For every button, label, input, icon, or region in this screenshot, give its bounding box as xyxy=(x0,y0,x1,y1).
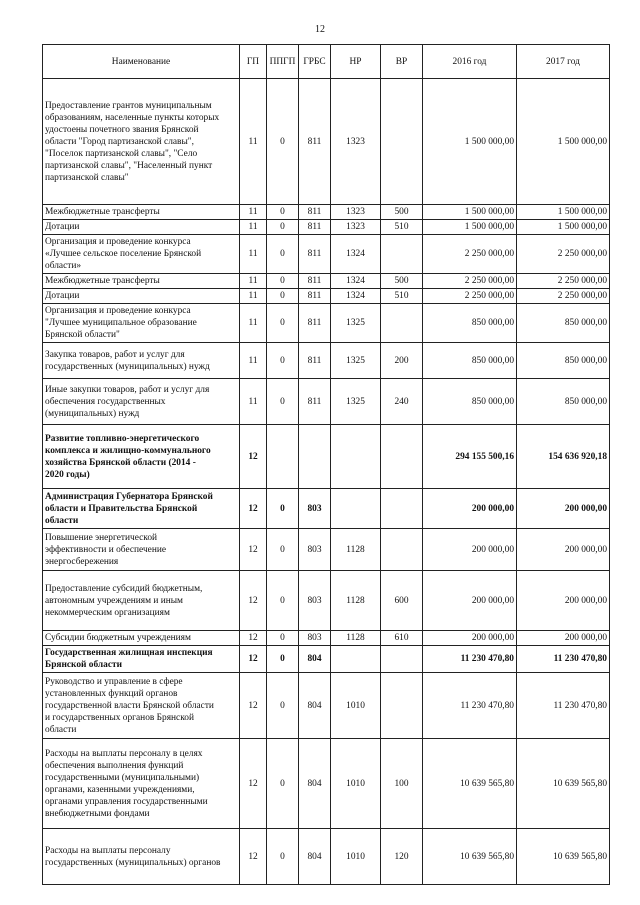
cell-y2017: 11 230 470,80 xyxy=(517,646,610,673)
cell-grbs: 811 xyxy=(299,235,331,274)
cell-grbs: 811 xyxy=(299,79,331,205)
cell-vr xyxy=(381,489,423,529)
cell-name: Иные закупки товаров, работ и услуг для обеспечения государственных (муниципальных) нужд xyxy=(43,379,240,425)
cell-vr xyxy=(381,304,423,343)
table-row xyxy=(43,829,610,885)
cell-y2017: 10 639 565,80 xyxy=(517,829,610,885)
table-row xyxy=(43,205,610,220)
cell-ppgp: 0 xyxy=(267,220,299,235)
col-header-name: Наименование xyxy=(43,45,240,79)
cell-grbs: 804 xyxy=(299,673,331,739)
cell-gp: 11 xyxy=(240,379,267,425)
cell-grbs: 803 xyxy=(299,631,331,646)
page-number: 12 xyxy=(315,24,325,35)
cell-y2017: 200 000,00 xyxy=(517,631,610,646)
col-header-grbs: ГРБС xyxy=(299,45,331,79)
cell-gp: 11 xyxy=(240,274,267,289)
cell-nr: 1323 xyxy=(331,79,381,205)
col-header-ppgp: ППГП xyxy=(267,45,299,79)
cell-ppgp: 0 xyxy=(267,571,299,631)
cell-ppgp: 0 xyxy=(267,343,299,379)
cell-vr: 600 xyxy=(381,571,423,631)
cell-gp: 12 xyxy=(240,489,267,529)
cell-nr: 1010 xyxy=(331,739,381,829)
cell-grbs: 811 xyxy=(299,379,331,425)
table-row xyxy=(43,343,610,379)
table-body xyxy=(43,79,610,885)
cell-y2016: 10 639 565,80 xyxy=(423,829,517,885)
cell-grbs: 811 xyxy=(299,274,331,289)
cell-ppgp: 0 xyxy=(267,489,299,529)
cell-name: Дотации xyxy=(43,220,240,235)
cell-y2016: 11 230 470,80 xyxy=(423,646,517,673)
col-header-vr: ВР xyxy=(381,45,423,79)
table-row xyxy=(43,235,610,274)
cell-y2017: 2 250 000,00 xyxy=(517,235,610,274)
cell-ppgp: 0 xyxy=(267,529,299,571)
cell-vr: 500 xyxy=(381,205,423,220)
cell-name: Организация и проведение конкурса "Лучшее муниципальное образование Брянской области" xyxy=(43,304,240,343)
cell-ppgp: 0 xyxy=(267,304,299,343)
cell-nr: 1323 xyxy=(331,220,381,235)
table-row xyxy=(43,489,610,529)
cell-ppgp: 0 xyxy=(267,274,299,289)
cell-vr xyxy=(381,646,423,673)
cell-name: Субсидии бюджетным учреждениям xyxy=(43,631,240,646)
cell-y2017: 1 500 000,00 xyxy=(517,205,610,220)
cell-gp: 11 xyxy=(240,304,267,343)
cell-ppgp: 0 xyxy=(267,235,299,274)
cell-ppgp: 0 xyxy=(267,646,299,673)
cell-name: Предоставление субсидий бюджетным, автономным учреждениям и иным некоммерческим организациям xyxy=(43,571,240,631)
cell-vr: 240 xyxy=(381,379,423,425)
cell-y2016: 200 000,00 xyxy=(423,489,517,529)
cell-grbs: 803 xyxy=(299,489,331,529)
cell-y2016: 850 000,00 xyxy=(423,343,517,379)
cell-gp: 12 xyxy=(240,631,267,646)
cell-nr: 1010 xyxy=(331,673,381,739)
table-row xyxy=(43,739,610,829)
table-header-row xyxy=(43,45,610,79)
cell-nr: 1323 xyxy=(331,205,381,220)
cell-nr: 1010 xyxy=(331,829,381,885)
cell-y2016: 850 000,00 xyxy=(423,379,517,425)
cell-gp: 11 xyxy=(240,235,267,274)
table-row xyxy=(43,529,610,571)
table-row xyxy=(43,274,610,289)
table-row xyxy=(43,79,610,205)
cell-y2017: 2 250 000,00 xyxy=(517,289,610,304)
cell-grbs: 811 xyxy=(299,343,331,379)
cell-vr xyxy=(381,235,423,274)
cell-ppgp: 0 xyxy=(267,673,299,739)
cell-nr: 1128 xyxy=(331,529,381,571)
col-header-2016: 2016 год xyxy=(423,45,517,79)
cell-gp: 11 xyxy=(240,343,267,379)
cell-vr xyxy=(381,529,423,571)
table-row xyxy=(43,379,610,425)
cell-name: Дотации xyxy=(43,289,240,304)
cell-grbs: 803 xyxy=(299,571,331,631)
cell-nr: 1128 xyxy=(331,631,381,646)
cell-grbs: 804 xyxy=(299,739,331,829)
cell-y2017: 1 500 000,00 xyxy=(517,79,610,205)
cell-grbs: 811 xyxy=(299,220,331,235)
table-row xyxy=(43,425,610,489)
cell-vr: 120 xyxy=(381,829,423,885)
budget-table xyxy=(42,44,610,885)
cell-y2017: 850 000,00 xyxy=(517,343,610,379)
cell-name: Закупка товаров, работ и услуг для государственных (муниципальных) нужд xyxy=(43,343,240,379)
cell-vr xyxy=(381,79,423,205)
table-row xyxy=(43,571,610,631)
cell-ppgp: 0 xyxy=(267,79,299,205)
cell-y2017: 154 636 920,18 xyxy=(517,425,610,489)
cell-nr xyxy=(331,489,381,529)
cell-vr: 100 xyxy=(381,739,423,829)
table-row xyxy=(43,220,610,235)
cell-y2017: 1 500 000,00 xyxy=(517,220,610,235)
cell-gp: 12 xyxy=(240,571,267,631)
col-header-gp: ГП xyxy=(240,45,267,79)
cell-grbs: 811 xyxy=(299,289,331,304)
col-header-2017: 2017 год xyxy=(517,45,610,79)
cell-gp: 12 xyxy=(240,529,267,571)
cell-y2016: 200 000,00 xyxy=(423,529,517,571)
cell-y2017: 200 000,00 xyxy=(517,489,610,529)
cell-name: Расходы на выплаты персоналу в целях обеспечения выполнения функций государственными (муниципальными) органами, казенными учреждениями, органами управления государственными внебюджетными фондами xyxy=(43,739,240,829)
cell-vr: 510 xyxy=(381,289,423,304)
cell-vr xyxy=(381,673,423,739)
cell-name: Предоставление грантов муниципальным образованиям, населенные пункты которых удостоены почетного звания Брянской области "Город партизанской славы", "Поселок партизанской славы", "Село партизанской славы", "Населенный пункт партизанской славы" xyxy=(43,79,240,205)
table-row xyxy=(43,304,610,343)
cell-ppgp xyxy=(267,425,299,489)
cell-ppgp: 0 xyxy=(267,289,299,304)
cell-name: Развитие топливно-энергетического комплекса и жилищно-коммунального хозяйства Брянской области (2014 - 2020 годы) xyxy=(43,425,240,489)
cell-nr xyxy=(331,425,381,489)
cell-y2016: 10 639 565,80 xyxy=(423,739,517,829)
cell-nr: 1324 xyxy=(331,289,381,304)
cell-gp: 12 xyxy=(240,673,267,739)
cell-y2016: 2 250 000,00 xyxy=(423,289,517,304)
cell-y2016: 1 500 000,00 xyxy=(423,79,517,205)
cell-y2016: 11 230 470,80 xyxy=(423,673,517,739)
cell-vr: 510 xyxy=(381,220,423,235)
cell-y2017: 10 639 565,80 xyxy=(517,739,610,829)
cell-grbs: 811 xyxy=(299,205,331,220)
table-row xyxy=(43,673,610,739)
cell-nr: 1325 xyxy=(331,379,381,425)
cell-y2016: 2 250 000,00 xyxy=(423,274,517,289)
cell-ppgp: 0 xyxy=(267,631,299,646)
cell-y2016: 1 500 000,00 xyxy=(423,205,517,220)
cell-name: Межбюджетные трансферты xyxy=(43,205,240,220)
cell-ppgp: 0 xyxy=(267,379,299,425)
cell-y2017: 200 000,00 xyxy=(517,529,610,571)
cell-y2016: 2 250 000,00 xyxy=(423,235,517,274)
cell-gp: 12 xyxy=(240,739,267,829)
cell-gp: 11 xyxy=(240,79,267,205)
cell-vr xyxy=(381,425,423,489)
cell-vr: 500 xyxy=(381,274,423,289)
cell-gp: 11 xyxy=(240,205,267,220)
cell-nr: 1324 xyxy=(331,274,381,289)
cell-vr: 200 xyxy=(381,343,423,379)
cell-ppgp: 0 xyxy=(267,205,299,220)
cell-gp: 12 xyxy=(240,646,267,673)
cell-name: Расходы на выплаты персоналу государственных (муниципальных) органов xyxy=(43,829,240,885)
table-row xyxy=(43,289,610,304)
cell-name: Межбюджетные трансферты xyxy=(43,274,240,289)
cell-nr: 1128 xyxy=(331,571,381,631)
cell-y2016: 294 155 500,16 xyxy=(423,425,517,489)
cell-y2017: 850 000,00 xyxy=(517,379,610,425)
cell-ppgp: 0 xyxy=(267,739,299,829)
cell-nr: 1325 xyxy=(331,304,381,343)
cell-grbs: 803 xyxy=(299,529,331,571)
cell-gp: 12 xyxy=(240,425,267,489)
cell-name: Организация и проведение конкурса «Лучшее сельское поселение Брянской области» xyxy=(43,235,240,274)
cell-grbs: 804 xyxy=(299,646,331,673)
cell-y2017: 200 000,00 xyxy=(517,571,610,631)
cell-gp: 11 xyxy=(240,220,267,235)
cell-y2017: 2 250 000,00 xyxy=(517,274,610,289)
cell-grbs: 811 xyxy=(299,304,331,343)
cell-name: Администрация Губернатора Брянской области и Правительства Брянской области xyxy=(43,489,240,529)
cell-nr xyxy=(331,646,381,673)
cell-y2017: 11 230 470,80 xyxy=(517,673,610,739)
cell-grbs xyxy=(299,425,331,489)
cell-nr: 1324 xyxy=(331,235,381,274)
cell-name: Государственная жилищная инспекция Брянской области xyxy=(43,646,240,673)
cell-gp: 12 xyxy=(240,829,267,885)
cell-name: Руководство и управление в сфере установленных функций органов государственной власти Брянской области и государственных органов Брянской области xyxy=(43,673,240,739)
cell-y2016: 200 000,00 xyxy=(423,631,517,646)
col-header-nr: НР xyxy=(331,45,381,79)
cell-vr: 610 xyxy=(381,631,423,646)
table-row xyxy=(43,646,610,673)
table-row xyxy=(43,631,610,646)
cell-gp: 11 xyxy=(240,289,267,304)
cell-y2016: 1 500 000,00 xyxy=(423,220,517,235)
cell-ppgp: 0 xyxy=(267,829,299,885)
cell-y2016: 850 000,00 xyxy=(423,304,517,343)
cell-y2017: 850 000,00 xyxy=(517,304,610,343)
cell-y2016: 200 000,00 xyxy=(423,571,517,631)
cell-grbs: 804 xyxy=(299,829,331,885)
cell-name: Повышение энергетической эффективности и обеспечение энергосбережения xyxy=(43,529,240,571)
cell-nr: 1325 xyxy=(331,343,381,379)
